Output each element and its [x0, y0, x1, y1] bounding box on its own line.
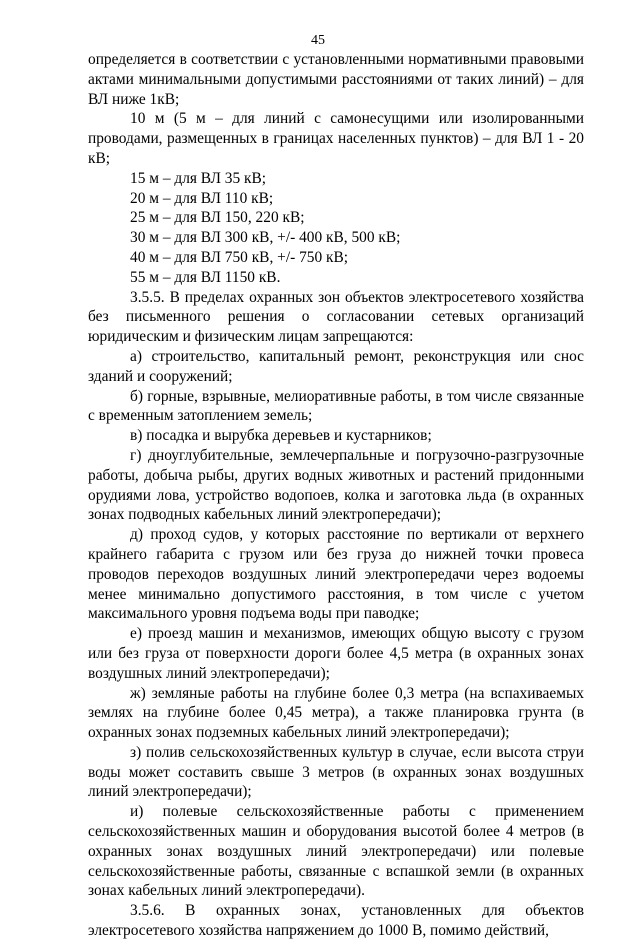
distance-item-150-220kv: 25 м – для ВЛ 150, 220 кВ;	[130, 209, 305, 227]
distance-item-110kv: 20 м – для ВЛ 110 кВ;	[130, 189, 274, 207]
list-item-e: е) проезд машин и механизмов, имеющих общую высоту с грузом или без груза от поверхности дороги более 4,5 метра (в охранных зонах воздушных линий электропередачи);	[88, 625, 584, 682]
list-item-zh: ж) земляные работы на глубине более 0,3 метра (на вспахиваемых землях на глубине более 0,45 метра), а также планировка грунта (в охранных зонах подземных кабельных линий электропередачи);	[88, 684, 584, 742]
paragraph-continuation: определяется в соответствии с установленными нормативными правовыми актами минимальными допустимыми расстояниями от таких линий) – для ВЛ ниже 1кВ;	[88, 51, 584, 108]
paragraph-distance-10m: 10 м (5 м – для линий с самонесущими или изолированными проводами, размещенных в границах населенных пунктов) – для ВЛ 1 - 20 кВ;	[88, 110, 584, 167]
section-3-5-5: 3.5.5. В пределах охранных зон объектов электросетевого хозяйства без письменного решения о согласовании сетевых организаций юридическим и физическим лицам запрещаются:	[88, 288, 584, 346]
document-body	[88, 50, 584, 941]
list-item-g: г) дноуглубительные, землечерпальные и погрузочно-разгрузочные работы, добыча рыбы, других водных животных и растений придонными орудиями лова, устройство водопоев, колка и заготовка льда (в охранных зонах подводных кабельных линий электропередачи);	[88, 446, 584, 524]
list-item-d: д) проход судов, у которых расстояние по вертикали от верхнего крайнего габарита с грузом или без груза до нижней точки провеса проводов переходов воздушных линий электропередачи через водоемы менее минимально допустимого расстояния, в том числе с учетом максимального уровня подъема воды при паводке;	[88, 526, 584, 623]
list-item-v: в) посадка и вырубка деревьев и кустарников;	[130, 427, 432, 445]
list-item-i: и) полевые сельскохозяйственные работы с применением сельскохозяйственных машин и оборудования высотой более 4 метров (в охранных зонах воздушных линий электропередачи) или полевые сельскохозяйственные работы, связанные с вспашкой земли (в охранных зонах кабельных линий электропередачи).	[88, 803, 584, 900]
distance-item-750kv: 40 м – для ВЛ 750 кВ, +/- 750 кВ;	[130, 248, 349, 266]
distance-item-35kv: 15 м – для ВЛ 35 кВ;	[130, 169, 267, 187]
distance-item-1150kv: 55 м – для ВЛ 1150 кВ.	[130, 268, 281, 286]
list-item-b: б) горные, взрывные, мелиоративные работы, в том числе связанные с временным затоплением земель;	[88, 387, 584, 425]
section-3-5-6: 3.5.6. В охранных зонах, установленных для объектов электросетевого хозяйства напряжением до 1000 В, помимо действий,	[88, 902, 584, 940]
page-number: 45	[311, 33, 325, 48]
distance-item-300-500kv: 30 м – для ВЛ 300 кВ, +/- 400 кВ, 500 кВ;	[130, 229, 401, 247]
list-item-a: а) строительство, капитальный ремонт, реконструкция или снос зданий и сооружений;	[88, 347, 584, 385]
list-item-z: з) полив сельскохозяйственных культур в случае, если высота струи воды может составить свыше 3 метров (в охранных зонах воздушных линий электропередачи);	[88, 743, 584, 801]
